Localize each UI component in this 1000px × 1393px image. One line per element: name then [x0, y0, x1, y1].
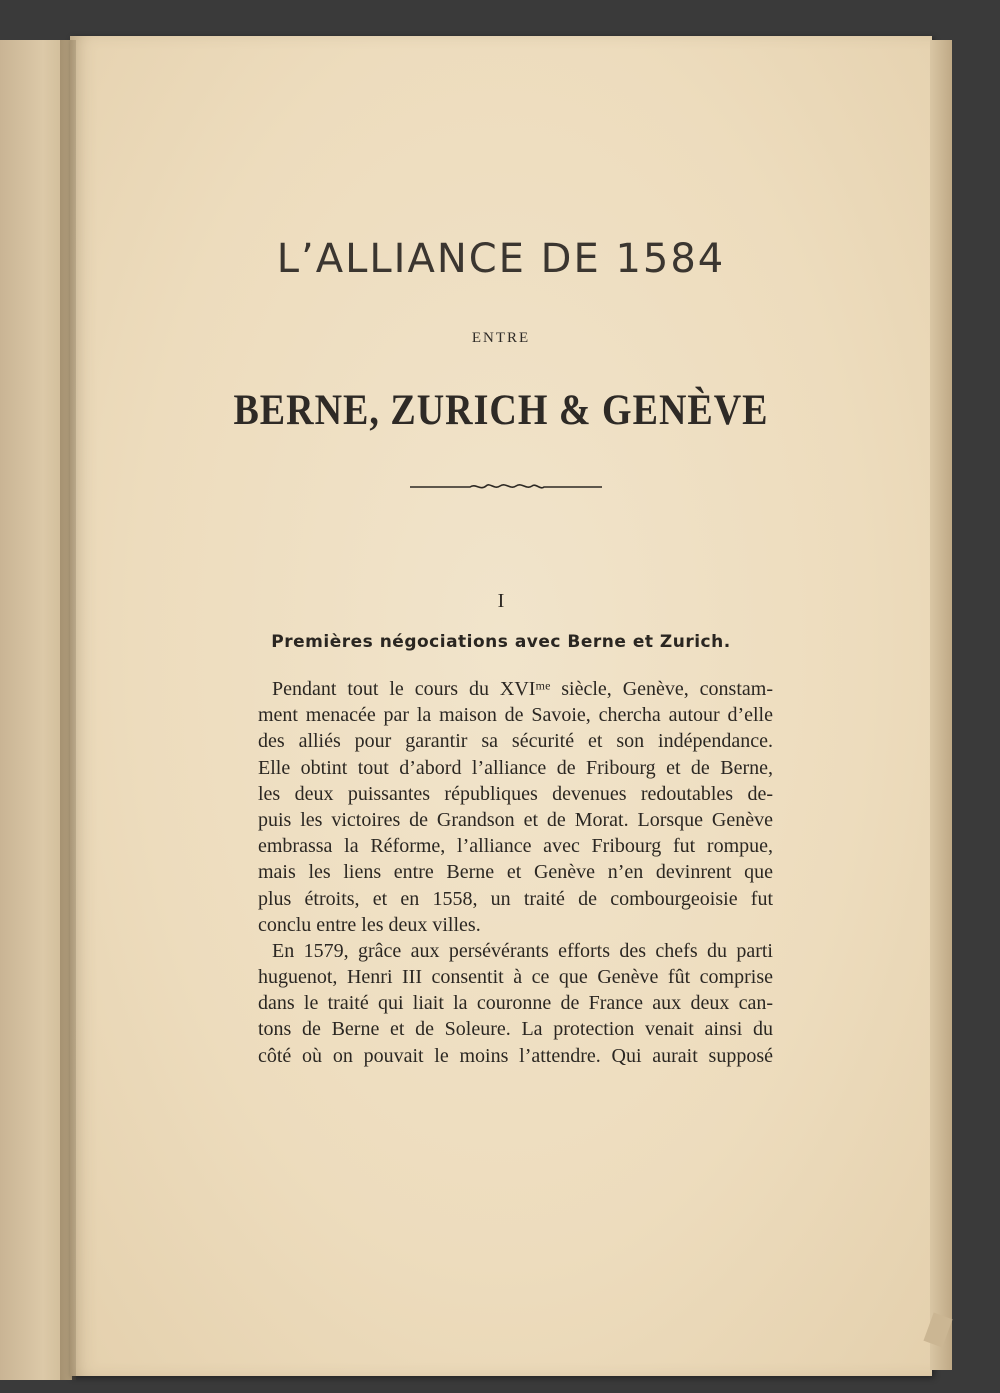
title-connector: ENTRE	[471, 330, 531, 346]
page-title: L’ALLIANCE DE 1584	[276, 236, 726, 282]
text-line: les deux puissantes républiques devenues redoutables de-	[258, 782, 773, 805]
text-line: conclu entre les deux villes.	[258, 913, 481, 936]
text-line: Elle obtint tout d’abord l’alliance de Fribourg et de Berne,	[258, 756, 773, 779]
text-line: puis les victoires de Grandson et de Morat. Lorsque Genève	[258, 808, 773, 831]
text-line: tons de Berne et de Soleure. La protection venait ainsi du	[258, 1018, 773, 1041]
body-paragraphs	[258, 676, 773, 1069]
chapter-number: I	[497, 590, 505, 612]
text-line: huguenot, Henri III consentit à ce que Genève fût comprise	[258, 966, 773, 989]
text-line: des alliés pour garantir sa sécurité et son indépendance.	[258, 730, 773, 753]
text-line: Pendant tout le cours du XVIᵐᵉ siècle, Genève, constam-	[272, 678, 773, 700]
decorative-rule-ornament	[410, 478, 602, 494]
text-line: plus étroits, et en 1558, un traité de combourgeoisie fut	[258, 887, 773, 910]
text-line: embrassa la Réforme, l’alliance avec Fribourg fut rompue,	[258, 835, 773, 858]
chapter-title: Premières négociations avec Berne et Zurich.	[271, 632, 731, 652]
text-line: côté où on pouvait le moins l’attendre. Qui aurait supposé	[258, 1044, 773, 1067]
text-line: mais les liens entre Berne et Genève n’en devinrent que	[258, 861, 773, 884]
text-line: ment menacée par la maison de Savoie, chercha autour d’elle	[258, 704, 773, 727]
text-line: En 1579, grâce aux persévérants efforts des chefs du parti	[272, 939, 773, 962]
text-line: dans le traité qui liait la couronne de France aux deux can-	[258, 992, 773, 1015]
page-subtitle: BERNE, ZURICH & GENÈVE	[233, 385, 769, 435]
page-edge-stack	[930, 40, 952, 1370]
